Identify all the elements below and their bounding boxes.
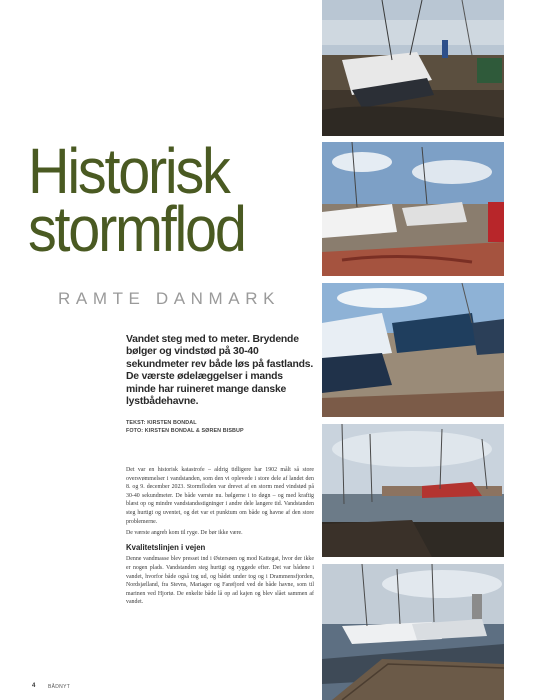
article-subheadline: RAMTE DANMARK — [58, 289, 281, 308]
article-credits — [126, 419, 316, 435]
headline-line-2: stormflod — [28, 193, 245, 265]
photo-capsized-boats-on-beach — [322, 283, 504, 417]
photo-boats-washed-ashore-harbor — [322, 142, 504, 276]
photo-damaged-boats-on-shore — [322, 0, 504, 136]
photo-marina-masts-waterfront — [322, 424, 504, 557]
body-paragraph: Denne vandmasse blev presset ind i Østersøen og mod Kattegat, hvor der ikke er nogen plads. Vandstanden steg hurtigt og ryggede efter. Det var bådene i vandet, hvorfor både også tog ud, og bådet under tog og i Drammensfjorden, Nordsjælland, fra Stevns, Mariager og Farøfjord ved de både havne, som til marinen ved Hjortø. De enkelte både lå op ad kajen og blev slået sammen af vandet. — [126, 556, 314, 606]
body-paragraph: De værste angreb kom til ryge. De bør ikke være. — [126, 530, 243, 537]
article-lead: Vandet steg med to meter. Brydende bølger og vindstød på 30-40 sekundmeter rev både løs på fastlands. De værste ødelæggelser i mands minde har ruineret mange danske lystbådehavne. — [126, 334, 314, 408]
credit-text: TEKST: KIRSTEN BONDAL — [126, 420, 197, 426]
magazine-name: BÅDNYT — [48, 684, 71, 690]
headline-line-1: Historisk — [28, 135, 229, 207]
credit-photo: FOTO: KIRSTEN BONDAL & SØREN BISBUP — [126, 428, 244, 434]
article-headline — [28, 135, 298, 265]
article-body — [126, 466, 314, 610]
page-number: 4 — [32, 683, 36, 689]
photo-harbor-pier-boats — [322, 564, 504, 700]
section-heading: Kvalitetslinjen i vejen — [126, 542, 206, 552]
body-paragraph: Det var en historisk katastrofe – aldrig tidligere har 1902 målt så store oversvømmelser i vandstanden, som den vi oplevede i store dele af landet den 8. og 9. december 2023. Stormfloden var drevet af en storm med vindstød på 30-40 sekundmeter. De både værste nu. bølgerne i to døgn – og med kraftig blæst op og mindre vandstandsstigninger i andre dele langere tid. Vandstanden steg hurtigt og uventet, og det var et punktum om både og havne af den store problemerne. — [126, 467, 314, 525]
